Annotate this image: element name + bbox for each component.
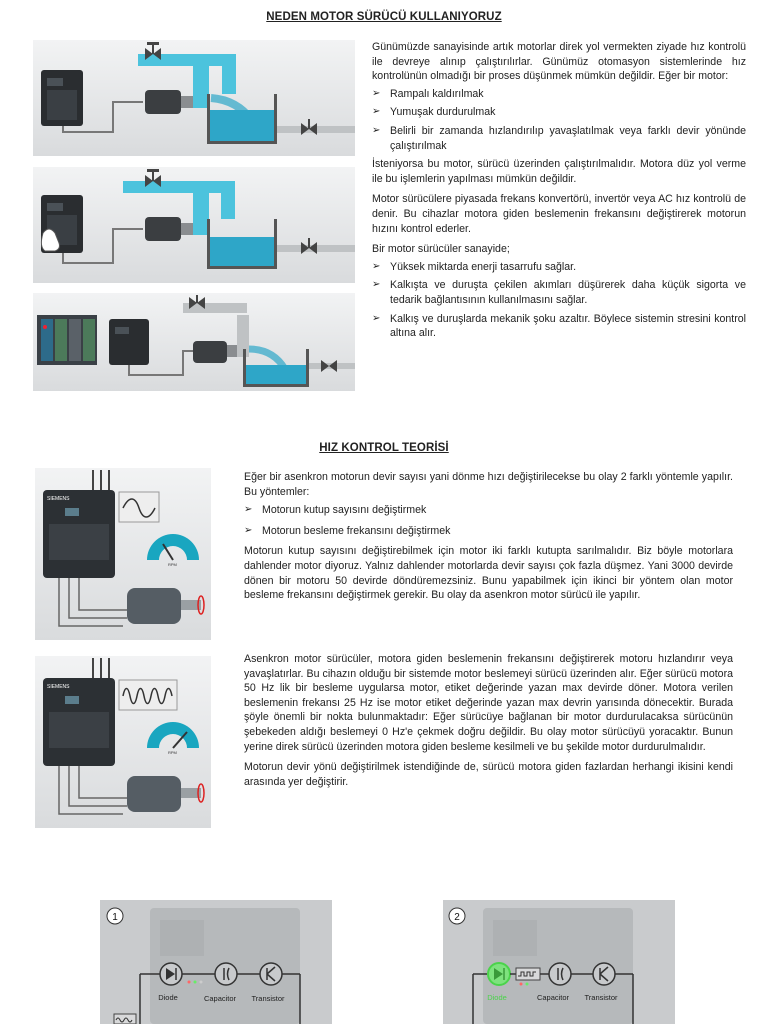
drive-brand-label: SIEMENS	[47, 684, 70, 690]
arrow-bullet-icon: ➢	[372, 124, 381, 136]
section1-text	[372, 40, 746, 347]
pump-system-illustration-1	[33, 40, 355, 156]
list-item: ➢ Kalkış ve duruşlarda mekanik şoku azaltır. Böylece sistemin stresini kontrol altına alır.	[372, 312, 746, 340]
arrow-bullet-icon: ➢	[372, 312, 381, 324]
capacitor-label: Capacitor	[536, 993, 570, 1002]
motor-requirements-list	[372, 87, 746, 153]
arrow-bullet-icon: ➢	[372, 279, 381, 291]
benefits-list	[372, 260, 746, 341]
paragraph: Motor sürücülere piyasada frekans konvertörü, invertör veya AC hız kontrolü de denir. Bu cihazlar motora giden beslemenin frekansını değiştirerek motorun hızını kontrol ederler.	[372, 193, 746, 235]
drive-circuit-diagram-2	[443, 900, 675, 1024]
section1-heading: NEDEN MOTOR SÜRÜCÜ KULLANIYORUZ	[266, 11, 502, 23]
section2-heading: HIZ KONTROL TEORİSİ	[319, 442, 449, 454]
drive-motor-illustration-fast	[35, 656, 211, 828]
drive-motor-illustration-slow	[35, 468, 211, 640]
transistor-label: Transistor	[251, 994, 285, 1003]
diagram-number: 1	[112, 912, 118, 923]
list-item: ➢ Yüksek miktarda enerji tasarrufu sağlar.	[372, 260, 577, 273]
paragraph: Asenkron motor sürücüler, motora giden beslemenin frekansını değiştirerek motoru hızlandırır veya yavaşlatırlar. Bu cihazın olduğu bir sistemde motor beslemeyi sürücü üzerinden alır. Eğer sürücü motora 50 Hz lik bir besleme uygularsa motor, etiket değerinde yazan max devirde döner. Motora verilen beslemenin frekansı 25 Hz ise motor etiket değerinde yazan max devrin yarısında dönecektir. Burada şöyle önemli bir nokta bulunmaktadır: Eğer sürücüye bağlanan bir motor durdurulacaksa sürücünün şebekeden aldığı beslemeyi 0 Hz'e çekmek doğru değildir. Bu olay motor sürücüyü yoracaktır. Bunun yerine direk sürücü üzerinden motora giden besleme kesilmeli ve bu şekilde motor durdurulmalıdır.	[244, 653, 733, 753]
rpm-label: RPM	[168, 750, 177, 755]
drive-brand-label: SIEMENS	[47, 496, 70, 502]
list-item: ➢ Rampalı kaldırılmak	[372, 87, 484, 100]
list-item: ➢ Motorun besleme frekansını değiştirmek	[244, 524, 451, 537]
arrow-bullet-icon: ➢	[244, 504, 253, 516]
diode-label: Diode	[158, 993, 178, 1002]
section2-text-b	[244, 652, 733, 797]
intro-paragraph: Günümüzde sanayisinde artık motorlar direk yol vermekten ziyade hız kontrolü ile devreye alınıp çalıştırılırlar. Günümüz otomasyon sistemlerinde hız kontrolünün olmadığı bir proses düşünmek mümkün değildir. Eğer bir motor:	[372, 41, 746, 83]
list-item: ➢ Kalkışta ve duruşta çekilen akımları düşürerek daha küçük sigorta ve tedarik bağlantısının kullanılmasını sağlar.	[372, 279, 746, 306]
section2-text-a	[244, 470, 733, 611]
diode-label: Diode	[487, 993, 507, 1002]
rpm-label: RPM	[168, 562, 177, 567]
list-item: ➢ Yumuşak durdurulmak	[372, 106, 496, 119]
paragraph: İsteniyorsa bu motor, sürücü üzerinden çalıştırılmalıdır. Motora düz yol verme ile bu işlemlerin yapılması mümkün değildir.	[372, 158, 746, 185]
arrow-bullet-icon: ➢	[372, 106, 381, 118]
arrow-bullet-icon: ➢	[372, 87, 381, 99]
list-item: ➢ Motorun kutup sayısını değiştirmek	[244, 504, 427, 517]
paragraph: Motorun devir yönü değiştirilmek istendiğinde de, sürücü motora giden fazlardan herhangi ikisini kendi arasında yer değiştirir.	[244, 761, 733, 788]
speed-methods-list	[244, 503, 733, 538]
diagram-number: 2	[454, 912, 460, 923]
paragraph: Motorun kutup sayısını değiştirebilmek için motor iki farklı kutupta sarılmalıdır. Biz böyle motorlara dahlender motor diyoruz. Yalnız dahlender motorlarda devir sayısı çok fazla düşmez. Yani 3000 devirde dönen bir motoru 50 devirde döndüremezsiniz. Bunu yapabilmek için ikinci bir yöntem olan motor besleme frekansını değiştirmek gerekir. Bu olay da asenkron motor sürücü ile yapılır.	[244, 545, 733, 602]
list-item: ➢ Belirli bir zamanda hızlandırılıp yavaşlatılmak veya farklı devir yönünde çalıştırılmak	[372, 124, 746, 152]
paragraph: Eğer bir asenkron motorun devir sayısı yani dönme hızı değiştirilecekse bu olay 2 farklı yöntemle yapılır. Bu yöntemler:	[244, 471, 733, 498]
capacitor-label: Capacitor	[203, 994, 237, 1003]
transistor-label: Transistor	[584, 993, 618, 1002]
arrow-bullet-icon: ➢	[372, 260, 381, 272]
pump-system-illustration-3	[33, 293, 355, 391]
arrow-bullet-icon: ➢	[244, 524, 253, 536]
paragraph: Bir motor sürücüler sanayide;	[372, 243, 510, 256]
drive-circuit-diagram-1	[100, 900, 332, 1024]
pump-system-illustration-2	[33, 167, 355, 283]
